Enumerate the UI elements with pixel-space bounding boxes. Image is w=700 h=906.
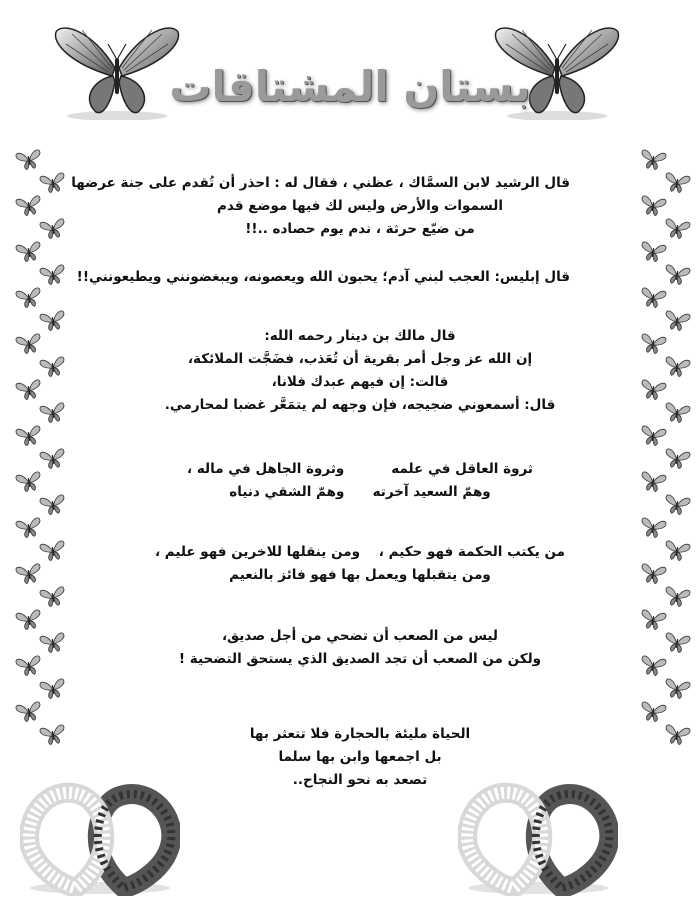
quote-line: من يكتب الحكمة فهو حكيم ، ومن ينقلها للاخرين فهو عليم ، xyxy=(154,544,566,560)
quote-block xyxy=(150,541,570,587)
quote-line: من ضيّع حرثة ، ندم يوم حصاده ..!! xyxy=(245,221,475,237)
small-butterfly-icon xyxy=(14,516,43,540)
small-butterfly-icon xyxy=(638,332,667,356)
quote-line: إن الله عز وجل أمر بقرية أن تُعَذب، فضَجَّت الملائكة، xyxy=(187,351,533,367)
quote-line: وهمّ السعيد آخرته وهمّ الشقي دنياه xyxy=(229,484,491,500)
quote-block xyxy=(150,458,570,504)
small-butterfly-icon xyxy=(38,723,67,747)
small-butterfly-icon xyxy=(14,470,43,494)
small-butterfly-icon xyxy=(638,378,667,402)
small-butterfly-icon xyxy=(638,516,667,540)
small-butterfly-icon xyxy=(38,493,67,517)
quote-block xyxy=(150,625,570,671)
quote-line: قال مالك بن دينار رحمه الله: xyxy=(264,328,456,344)
quote-line: قال الرشيد لابن السمَّاك ، عظني ، فقال له : احذر أن تُقدم على جنة عرضها xyxy=(71,175,570,191)
small-butterfly-icon xyxy=(38,263,67,287)
quote-block xyxy=(71,172,570,241)
small-butterfly-icon xyxy=(638,700,667,724)
small-butterfly-icon xyxy=(14,424,43,448)
small-butterfly-icon xyxy=(38,631,67,655)
small-butterfly-icon xyxy=(662,677,691,701)
quote-block xyxy=(76,266,570,289)
small-butterfly-icon xyxy=(14,332,43,356)
small-butterfly-icon xyxy=(638,608,667,632)
small-butterfly-icon xyxy=(14,700,43,724)
linked-hearts-icon xyxy=(458,776,618,896)
small-butterfly-icon xyxy=(38,677,67,701)
small-butterfly-icon xyxy=(662,539,691,563)
small-butterfly-icon xyxy=(638,240,667,264)
small-butterfly-icon xyxy=(638,286,667,310)
small-butterfly-icon xyxy=(38,171,67,195)
quote-line: ومن يتقبلها ويعمل بها فهو فائز بالنعيم xyxy=(229,567,491,583)
right-butterfly-border xyxy=(638,150,698,770)
small-butterfly-icon xyxy=(638,148,667,172)
quote-line: السموات والأرض وليس لك فيها موضع قدم xyxy=(217,198,503,214)
quote-block xyxy=(150,325,570,417)
small-butterfly-icon xyxy=(662,401,691,425)
small-butterfly-icon xyxy=(662,631,691,655)
small-butterfly-icon xyxy=(14,608,43,632)
small-butterfly-icon xyxy=(14,654,43,678)
small-butterfly-icon xyxy=(14,240,43,264)
small-butterfly-icon xyxy=(38,309,67,333)
small-butterfly-icon xyxy=(662,355,691,379)
quote-line: تصعد به نحو النجاح.. xyxy=(292,772,428,788)
small-butterfly-icon xyxy=(14,194,43,218)
small-butterfly-icon xyxy=(662,723,691,747)
quote-line: بل اجمعها وابن بها سلما xyxy=(278,749,442,765)
small-butterfly-icon xyxy=(38,447,67,471)
small-butterfly-icon xyxy=(38,585,67,609)
small-butterfly-icon xyxy=(662,263,691,287)
small-butterfly-icon xyxy=(638,424,667,448)
quote-line: الحياة مليئة بالحجارة فلا تتعثر بها xyxy=(249,726,471,742)
page-title: بستان المشتاقات xyxy=(169,62,531,111)
small-butterfly-icon xyxy=(38,539,67,563)
quote-line: قال: أسمعوني ضجيجه، فإن وجهه لم يتمَعَّر غضبا لمحارمي. xyxy=(164,397,556,413)
small-butterfly-icon xyxy=(662,309,691,333)
small-butterfly-icon xyxy=(14,286,43,310)
quote-line: قالت: إن فيهم عبدك فلانا، xyxy=(271,374,449,390)
small-butterfly-icon xyxy=(662,217,691,241)
quote-line: قال إبليس: العجب لبني آدم؛ يحبون الله ويعصونه، ويبغضونني ويطيعونني!! xyxy=(76,269,570,285)
small-butterfly-icon xyxy=(638,194,667,218)
small-butterfly-icon xyxy=(638,562,667,586)
small-butterfly-icon xyxy=(38,355,67,379)
small-butterfly-icon xyxy=(14,148,43,172)
small-butterfly-icon xyxy=(14,378,43,402)
left-butterfly-border xyxy=(14,150,74,770)
linked-hearts-icon xyxy=(20,776,180,896)
small-butterfly-icon xyxy=(14,562,43,586)
small-butterfly-icon xyxy=(638,470,667,494)
small-butterfly-icon xyxy=(662,447,691,471)
small-butterfly-icon xyxy=(38,401,67,425)
quote-line: ولكن من الصعب أن تجد الصديق الذي يستحق التضحية ! xyxy=(178,651,542,667)
small-butterfly-icon xyxy=(662,493,691,517)
quote-line: ثروة العاقل في علمه وثروة الجاهل في ماله ، xyxy=(187,461,533,477)
small-butterfly-icon xyxy=(662,171,691,195)
small-butterfly-icon xyxy=(638,654,667,678)
small-butterfly-icon xyxy=(662,585,691,609)
quote-line: ليس من الصعب أن تضحي من أجل صديق، xyxy=(221,628,498,644)
small-butterfly-icon xyxy=(38,217,67,241)
